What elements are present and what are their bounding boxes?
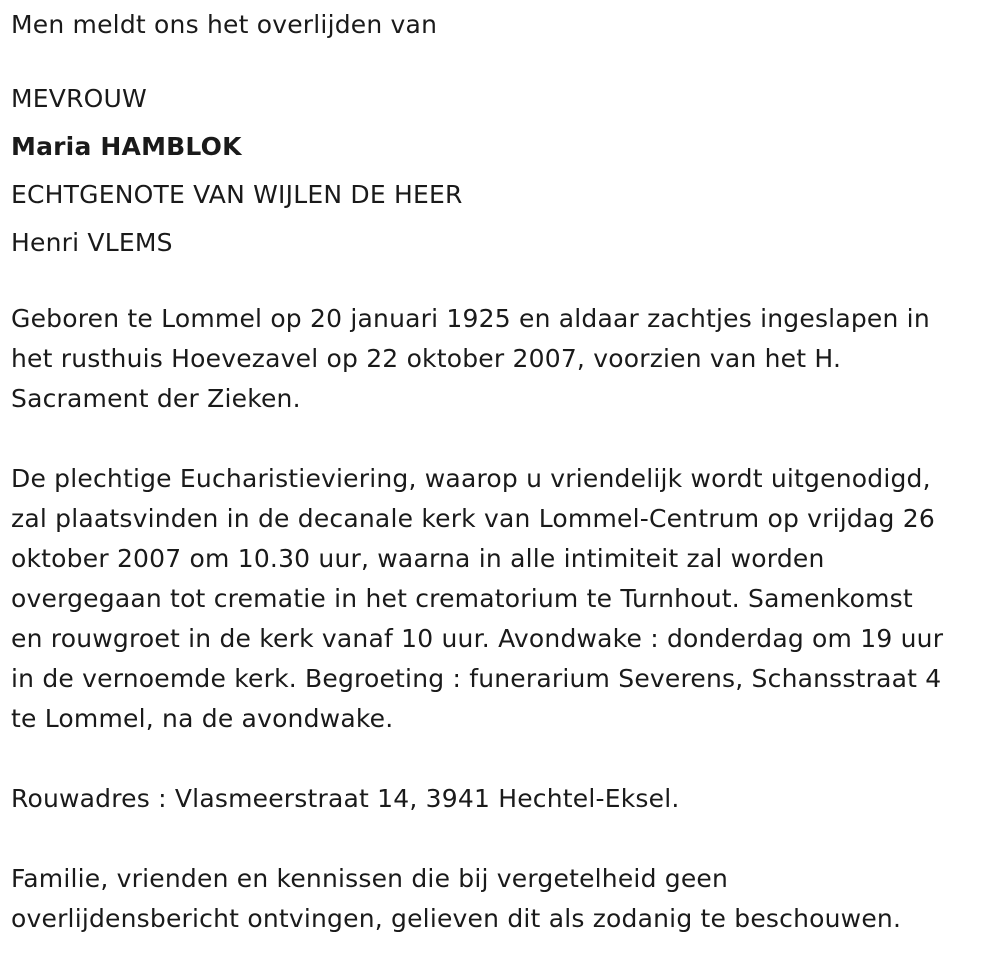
spacer — [11, 267, 996, 299]
paragraph-line: oktober 2007 om 10.30 uur, waarna in alle intimiteit zal worden — [11, 544, 825, 573]
paragraph-line: in de vernoemde kerk. Begroeting : funerarium Severens, Schansstraat 4 — [11, 664, 942, 693]
spacer — [11, 419, 996, 459]
paragraph-line: overlijdensbericht ontvingen, gelieven dit als zodanig te beschouwen. — [11, 904, 902, 933]
paragraph-line: De plechtige Eucharistieviering, waarop u vriendelijk wordt uitgenodigd, — [11, 464, 931, 493]
honorific: MEVROUW — [11, 84, 147, 113]
paragraph-line: Geboren te Lommel op 20 januari 1925 en aldaar zachtjes ingeslapen in — [11, 304, 930, 333]
paragraph-line: het rusthuis Hoevezavel op 22 oktober 2007, voorzien van het H. — [11, 344, 842, 373]
paragraph-line: en rouwgroet in de kerk vanaf 10 uur. Avondwake : donderdag om 19 uur — [11, 624, 944, 653]
mourning-address: Rouwadres : Vlasmeerstraat 14, 3941 Hechtel-Eksel. — [11, 784, 680, 813]
paragraph-line: Sacrament der Zieken. — [11, 384, 301, 413]
relation-text: ECHTGENOTE VAN WIJLEN DE HEER — [11, 180, 463, 209]
birth-death-paragraph — [11, 299, 996, 419]
paragraph-line: overgegaan tot crematie in het crematorium te Turnhout. Samenkomst — [11, 584, 913, 613]
paragraph-line: zal plaatsvinden in de decanale kerk van Lommel-Centrum op vrijdag 26 — [11, 504, 935, 533]
spacer — [11, 819, 996, 859]
spouse-name: Henri VLEMS — [11, 228, 173, 257]
deceased-name: Maria HAMBLOK — [11, 132, 242, 161]
closing-paragraph — [11, 859, 996, 939]
ceremony-paragraph — [11, 459, 996, 739]
paragraph-line: Familie, vrienden en kennissen die bij vergetelheid geen — [11, 864, 729, 893]
intro-text: Men meldt ons het overlijden van — [11, 10, 438, 39]
paragraph-line: te Lommel, na de avondwake. — [11, 704, 394, 733]
name-block — [11, 75, 996, 267]
obituary-document — [11, 5, 996, 939]
spacer — [11, 739, 996, 779]
